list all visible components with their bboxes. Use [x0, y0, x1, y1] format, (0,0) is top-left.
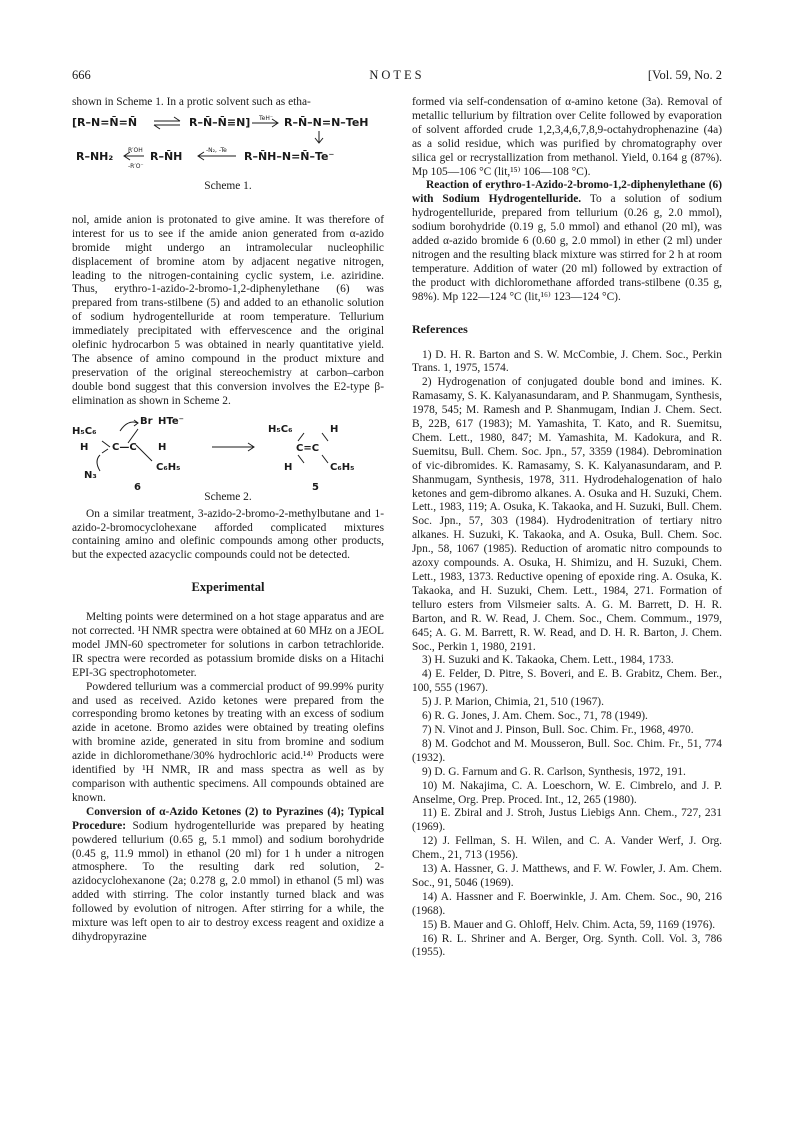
- scheme-2-atom: C—C: [112, 441, 137, 453]
- paragraph: On a similar treatment, 3-azido-2-bromo-2-methylbutane and 1-azido-2-bromocyclohexane afforded complicated mixtures containing amino and olefinic compounds among other products, but the expected azacyclic compounds could not be detected.: [72, 507, 384, 562]
- scheme-1-species: R–NH₂: [76, 149, 114, 163]
- scheme-2-atom: Br: [140, 415, 153, 427]
- section-title-experimental: Experimental: [191, 580, 265, 595]
- procedure-heading: Conversion of α-Azido Ketones (2) to Pyrazines (4); Typical Procedure:: [72, 805, 384, 832]
- scheme-1-reagent: -R′O⁻: [128, 162, 144, 170]
- journal-section-title: NOTES: [369, 68, 425, 82]
- paragraph: Powdered tellurium was a commercial product of 99.99% purity and used as received. Azido ketones were prepared from the corresponding bromo ketones by treating with an excess of sodium azide in acetone. Bromo azides were obtained by treating olefins with bromine azide, generated in situ from bromine and sodium azide in dichloromethane/30% hydrochloric acid.¹⁴⁾ Products were identified by ¹H NMR, IR and mass spectra as well as by comparison with authentic specimens. All compounds obtained are known.: [72, 680, 384, 804]
- scheme-2-compound-label: 5: [312, 481, 319, 493]
- scheme-1-species: R–N̄H–N=N̄–Te⁻: [244, 149, 335, 163]
- scheme-1: [72, 112, 384, 212]
- scheme-1-reagent: R′OH: [128, 146, 143, 154]
- scheme-2-atom: C₆H₅: [156, 461, 181, 473]
- scheme-1-species: R–N̄H: [150, 149, 183, 163]
- paragraph: shown in Scheme 1. In a protic solvent such as etha-: [72, 96, 311, 108]
- scheme-2-caption: Scheme 2.: [204, 490, 252, 503]
- scheme-1-species: R–N̄–N̄≡N]: [189, 115, 251, 129]
- procedure-body: To a solution of sodium hydrogentelluride, prepared from tellurium (0.26 g, 2.0 mmol), sodium borohydride (0.19 g, 5.0 mmol) and ethanol (20 ml), was added α-azido bromide 6 (0.60 g, 2.0 mmol) in ether (2 ml) under nitrogen and the resulting black mixture was stirred for 2 h at room temperature. Addition of water (20 ml) followed by extraction of the product with dichloromethane afforded trans-stilbene (0.35 g, 98%). Mp 122—124 °C (lit,¹⁶⁾ 123—124 °C).: [412, 193, 723, 303]
- reference-item: 15) B. Mauer and G. Ohloff, Helv. Chim. Acta, 59, 1169 (1976).: [422, 918, 716, 931]
- reference-item: 12) J. Fellman, S. H. Wilen, and C. A. Vander Werf, J. Org. Chem., 21, 713 (1956).: [412, 835, 722, 862]
- reference-item: 13) A. Hassner, G. J. Matthews, and F. W. Fowler, J. Am. Chem. Soc., 91, 5046 (1969).: [412, 863, 722, 889]
- reference-item: 6) R. G. Jones, J. Am. Chem. Soc., 71, 78 (1949).: [422, 710, 648, 723]
- reference-item: 4) E. Felder, D. Pitre, S. Boveri, and E. B. Grabitz, Chem. Ber., 100, 555 (1967).: [412, 668, 722, 695]
- paragraph: Melting points were determined on a hot stage apparatus and are not corrected. ¹H NMR spectra were obtained at 60 MHz on a JEOL model JMN-60 spectrometer for solutions in carbon tetrachloride. IR spectra were recorded as potassium bromide disks on a Hitachi EPI-3G spectrophotometer.: [72, 611, 384, 679]
- reference-item: 1) D. H. R. Barton and S. W. McCombie, J. Chem. Soc., Perkin Trans. 1, 1975, 1574.: [412, 348, 722, 375]
- scheme-2-atom: H: [330, 423, 339, 435]
- scheme-2-compound-label: 6: [134, 481, 141, 493]
- scheme-2-atom: N₃: [84, 469, 97, 481]
- reference-item: 5) J. P. Marion, Chimia, 21, 510 (1967).: [422, 696, 604, 709]
- scheme-2-atom: H: [158, 441, 167, 453]
- scheme-1-reagent: -N₂, -Te: [206, 146, 227, 154]
- paragraph: [412, 179, 722, 304]
- reference-item: 10) M. Nakajima, C. A. Loeschorn, W. E. Cimbrelo, and J. P. Anselme, Org. Prep. Proced. Int., 12, 265 (1980).: [412, 779, 722, 806]
- paragraph: nol, amide anion is protonated to give amine. It was therefore of interest for us to see if the amide anion generated from α-azido bromide might undergo an intramolecular nucleophilic displacement of bromine atom by adjacent negative nitrogen, leading to the nitrogen-containing cyclic system, i.e. aziridine. Thus, erythro-1-azido-2-bromo-1,2-diphenylethane (6) was prepared from trans-stilbene (5) and added to an ethanolic solution of sodium hydrogentelluride at room temperature. Tellurium immediately precipitated with effervescence and the original olefinic hydrocarbon 5 was obtained in nearly quantitative yield. The absence of amino compound in the product mixture and preservation of the original stereochemistry at carbon–carbon double bond suggest that this conversion involves the E2-type β-elimination as shown in Scheme 2.: [72, 213, 384, 407]
- scheme-1-species: [R–N=N̄=N̄: [72, 115, 138, 129]
- scheme-2-atom: C₆H₅: [330, 461, 355, 473]
- volume-info: [Vol. 59, No. 2: [647, 68, 722, 82]
- paragraph: [72, 806, 384, 945]
- scheme-1-caption: Scheme 1.: [204, 179, 252, 192]
- scheme-2-atom: H₅C₆: [72, 425, 97, 437]
- reference-item: 11) E. Zbiral and J. Stroh, Justus Liebigs Ann. Chem., 727, 231 (1969).: [412, 807, 722, 834]
- scheme-2-atom: H: [284, 461, 293, 473]
- reference-item: 2) Hydrogenation of conjugated double bond and imines. K. Ramasamy, S. K. Kalyanasundaram, and P. Shanmugam, Synthesis, 1978, 545; M. Ramesh and P. Shanmugam, Indian J. Chem. Sect. B, 22B, 617 (1983); M. Yamashita, T. Kato, and R. Suemitsu, Chem. Lett., 1980, 847; M. Yamashita, M. Kadokura, and R. Suemitsu, Bull. Chem. Soc. Jpn., 57, 3359 (1984). Debromination of vic-dibromides. K. Ramasamy, S. K. Kalyanasundaram, and P. Shanmugam, Synthesis, 1978, 311. Hydrodehalogenation of halo ketones and gem-dibromo alkanes. A. Osuka and H. Suzuki, Chem. Lett., 1983, 119; A. Osuka, K. Takaoka, and H. Suzuki, Bull. Chem. Soc. Jpn., 57, 303 (1984). Hydrodenitration of tertiary nitro alkanes. H. Suzuki, K. Takaoka, and A. Osuka, Bull. Chem. Soc. Jpn., 58, 1067 (1985). Reduction of aromatic nitro compounds to azoxy compounds. A. Osuka, H. Shimizu, and H. Suzuki, Chem. Lett., 1983, 1373. Reductive opening of epoxide ring. A. Osuka, K. Takaoka, and H. Suzuki, Chem. Lett., 1984, 271. Formation of telluro esters from Vilsmeier salts. A. G. M. Barrett, D. H. R. Barton, and R. W. Read, J. Chem. Soc., Chem. Commum., 1979, 645; A. G. M. Barrett, R. W. Read, and D. H. R. Barton, J. Chem. Soc., Perkin 1, 1980, 2191.: [412, 376, 722, 653]
- reference-item: 8) M. Godchot and M. Mousseron, Bull. Soc. Chim. Fr., 51, 774 (1932).: [412, 737, 722, 764]
- left-column: [72, 96, 384, 945]
- scheme-2-atom: H: [80, 441, 89, 453]
- scheme-2-atom: H₅C₆: [268, 423, 293, 435]
- scheme-2-reagent: HTe⁻: [158, 415, 184, 427]
- references-title: References: [412, 321, 468, 336]
- reference-item: 3) H. Suzuki and K. Takaoka, Chem. Lett., 1984, 1733.: [422, 654, 674, 667]
- scheme-2: [72, 411, 384, 506]
- reference-list: [412, 349, 722, 961]
- reference-item: 7) N. Vinot and J. Pinson, Bull. Soc. Chim. Fr., 1968, 4970.: [422, 723, 694, 736]
- page-header: [72, 68, 722, 86]
- scheme-1-reagent: TeH⁻: [259, 114, 274, 122]
- right-column: [412, 96, 722, 960]
- page-number: 666: [72, 68, 91, 82]
- scheme-2-atom: C=C: [296, 442, 320, 454]
- scheme-1-species: R–N̄–N=N–TeH: [284, 115, 369, 129]
- paragraph: formed via self-condensation of α-amino ketone (3a). Removal of metallic tellurium by filtration over Celite followed by evaporation of solvent afforded crude 1,2,3,4,6,7,8,9-octahydrophenazine (4a) as a solid residue, which was purified by chromatography over silica gel or recrystallization from methanol. Yield, 0.164 g (87%). Mp 105—106 °C (lit,¹⁵⁾ 106—108 °C).: [412, 96, 722, 178]
- reference-item: 9) D. G. Farnum and G. R. Carlson, Synthesis, 1972, 191.: [422, 765, 686, 778]
- reference-item: 16) R. L. Shriner and A. Berger, Org. Synth. Coll. Vol. 3, 786 (1955).: [412, 932, 722, 959]
- procedure-body: Sodium hydrogentelluride was prepared by heating powdered tellurium (0.65 g, 5.1 mmol) and sodium borohydride (0.45 g, 11.9 mmol) in ethanol (20 ml) for 1 h under a nitrogen atmosphere. To the resulting dark red solution, 2-azidocyclohexanone (2a; 0.278 g, 2.0 mmol) in ethanol (5 ml) was added with stirring. The color instantly turned black and was followed by evolution of nitrogen. After stirring for a while, the mixture was left open to air to destroy excess reagent and oxidize a dihydropyrazine: [72, 819, 384, 943]
- procedure-heading: Reaction of erythro-1-Azido-2-bromo-1,2-diphenylethane (6) with Sodium Hydrogentelluride.: [412, 179, 722, 206]
- reference-item: 14) A. Hassner and F. Boerwinkle, J. Am. Chem. Soc., 90, 216 (1968).: [412, 890, 722, 917]
